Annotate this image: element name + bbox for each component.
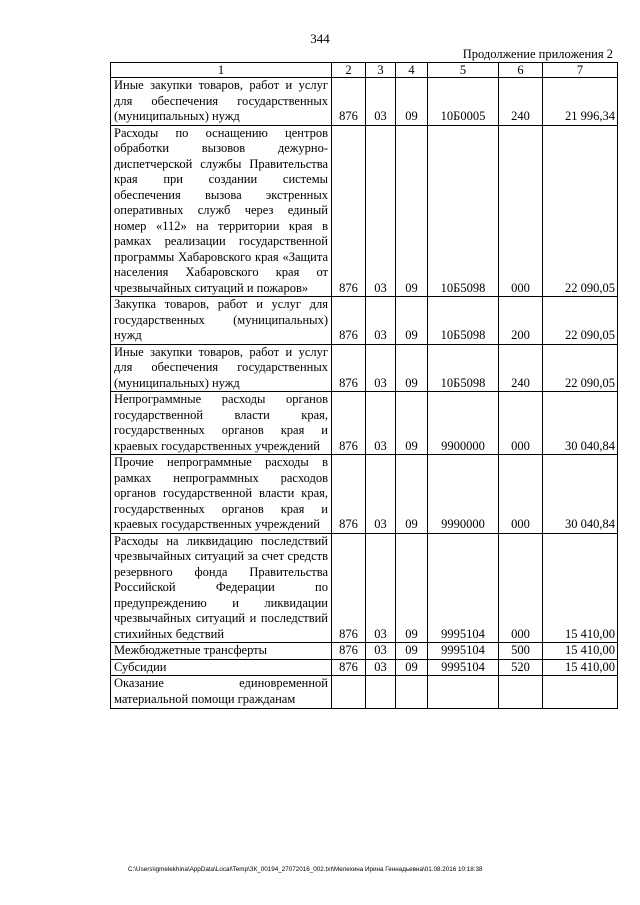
row-amount: 15 410,00 [543, 659, 618, 676]
table-row [111, 659, 618, 676]
row-code-subsection: 09 [396, 659, 428, 676]
row-code-expense-type: 000 [499, 455, 543, 534]
row-amount: 22 090,05 [543, 297, 618, 345]
row-description: Закупка товаров, работ и услуг для государственных (муниципальных) нужд [111, 297, 332, 345]
row-code-expense-type: 200 [499, 297, 543, 345]
page-number: 344 [310, 31, 330, 46]
row-amount: 22 090,05 [543, 125, 618, 297]
row-code-subsection: 09 [396, 643, 428, 660]
row-description: Иные закупки товаров, работ и услуг для обеспечения государственных (муниципальных) нужд [111, 344, 332, 392]
row-amount: 30 040,84 [543, 455, 618, 534]
row-code-section [366, 676, 396, 709]
row-code-ministry: 876 [332, 643, 366, 660]
row-code-target: 9900000 [428, 392, 499, 455]
row-code-target: 10Б5098 [428, 125, 499, 297]
row-code-ministry: 876 [332, 125, 366, 297]
table-row [111, 676, 618, 709]
row-code-section: 03 [366, 297, 396, 345]
row-code-target: 9995104 [428, 533, 499, 643]
row-code-subsection: 09 [396, 78, 428, 126]
row-code-target [428, 676, 499, 709]
row-description: Оказание единовременной материальной помощи гражданам [111, 676, 332, 709]
row-code-subsection: 09 [396, 392, 428, 455]
row-code-subsection [396, 676, 428, 709]
row-code-target: 10Б5098 [428, 297, 499, 345]
column-header: 7 [543, 63, 618, 78]
row-amount: 21 996,34 [543, 78, 618, 126]
row-code-section: 03 [366, 533, 396, 643]
row-code-subsection: 09 [396, 455, 428, 534]
row-code-expense-type [499, 676, 543, 709]
table-row [111, 455, 618, 534]
column-header: 6 [499, 63, 543, 78]
row-code-expense-type: 000 [499, 392, 543, 455]
row-amount: 15 410,00 [543, 643, 618, 660]
row-code-ministry: 876 [332, 78, 366, 126]
column-header: 3 [366, 63, 396, 78]
table-row [111, 344, 618, 392]
row-code-ministry: 876 [332, 533, 366, 643]
row-description: Субсидии [111, 659, 332, 676]
row-code-expense-type: 000 [499, 533, 543, 643]
row-code-expense-type: 240 [499, 78, 543, 126]
table-row [111, 125, 618, 297]
row-description: Иные закупки товаров, работ и услуг для обеспечения государственных (муниципальных) нужд [111, 78, 332, 126]
row-amount: 15 410,00 [543, 533, 618, 643]
row-description: Непрограммные расходы органов государственной власти края, государственных органов края и краевых государственных учреждений [111, 392, 332, 455]
row-code-subsection: 09 [396, 297, 428, 345]
row-description: Межбюджетные трансферты [111, 643, 332, 660]
row-code-ministry [332, 676, 366, 709]
table-row [111, 78, 618, 126]
row-code-target: 10Б0005 [428, 78, 499, 126]
table-row [111, 392, 618, 455]
table-row [111, 643, 618, 660]
row-code-subsection: 09 [396, 344, 428, 392]
row-code-target: 9990000 [428, 455, 499, 534]
row-code-expense-type: 500 [499, 643, 543, 660]
row-code-section: 03 [366, 643, 396, 660]
column-header: 4 [396, 63, 428, 78]
table-header-row [111, 63, 618, 78]
row-description: Расходы на ликвидацию последствий чрезвычайных ситуаций за счет средств резервного фонда Правительства Российской Федерации по предупреждению и ликвидации чрезвычайных ситуаций и последствий стихийных бедствий [111, 533, 332, 643]
row-code-expense-type: 000 [499, 125, 543, 297]
row-code-ministry: 876 [332, 297, 366, 345]
row-code-target: 9995104 [428, 643, 499, 660]
row-description: Прочие непрограммные расходы в рамках непрограммных расходов органов государственной власти края, государственных органов края и краевых государственных учреждений [111, 455, 332, 534]
row-code-section: 03 [366, 344, 396, 392]
row-code-ministry: 876 [332, 455, 366, 534]
row-code-section: 03 [366, 392, 396, 455]
row-code-ministry: 876 [332, 392, 366, 455]
row-amount: 22 090,05 [543, 344, 618, 392]
row-code-subsection: 09 [396, 533, 428, 643]
budget-table [110, 62, 618, 709]
row-amount: 30 040,84 [543, 392, 618, 455]
row-code-section: 03 [366, 125, 396, 297]
row-code-target: 10Б5098 [428, 344, 499, 392]
row-code-section: 03 [366, 659, 396, 676]
row-code-ministry: 876 [332, 659, 366, 676]
row-code-ministry: 876 [332, 344, 366, 392]
row-code-expense-type: 520 [499, 659, 543, 676]
row-description: Расходы по оснащению центров обработки вызовов дежурно-диспетчерской службы Правительства края при создании системы обеспечения вызова экстренных оперативных служб через единый номер «112» на территории края в рамках реализации государственной программы Хабаровского края «Защита населения Хабаровского края от чрезвычайных ситуаций и пожаров» [111, 125, 332, 297]
continuation-label: Продолжение приложения 2 [462, 47, 613, 61]
row-code-section: 03 [366, 455, 396, 534]
column-header: 5 [428, 63, 499, 78]
row-code-section: 03 [366, 78, 396, 126]
row-code-expense-type: 240 [499, 344, 543, 392]
row-amount [543, 676, 618, 709]
table-row [111, 297, 618, 345]
footer-path: C:\Users\igmelekhina\AppData\Local\Temp\ЗК_00194_27072016_002.txt\Мелехина Ирина Геннадьевна\01.08.2016 10:18:38 [128, 866, 483, 873]
table-row [111, 533, 618, 643]
column-header: 2 [332, 63, 366, 78]
column-header: 1 [111, 63, 332, 78]
row-code-subsection: 09 [396, 125, 428, 297]
row-code-target: 9995104 [428, 659, 499, 676]
